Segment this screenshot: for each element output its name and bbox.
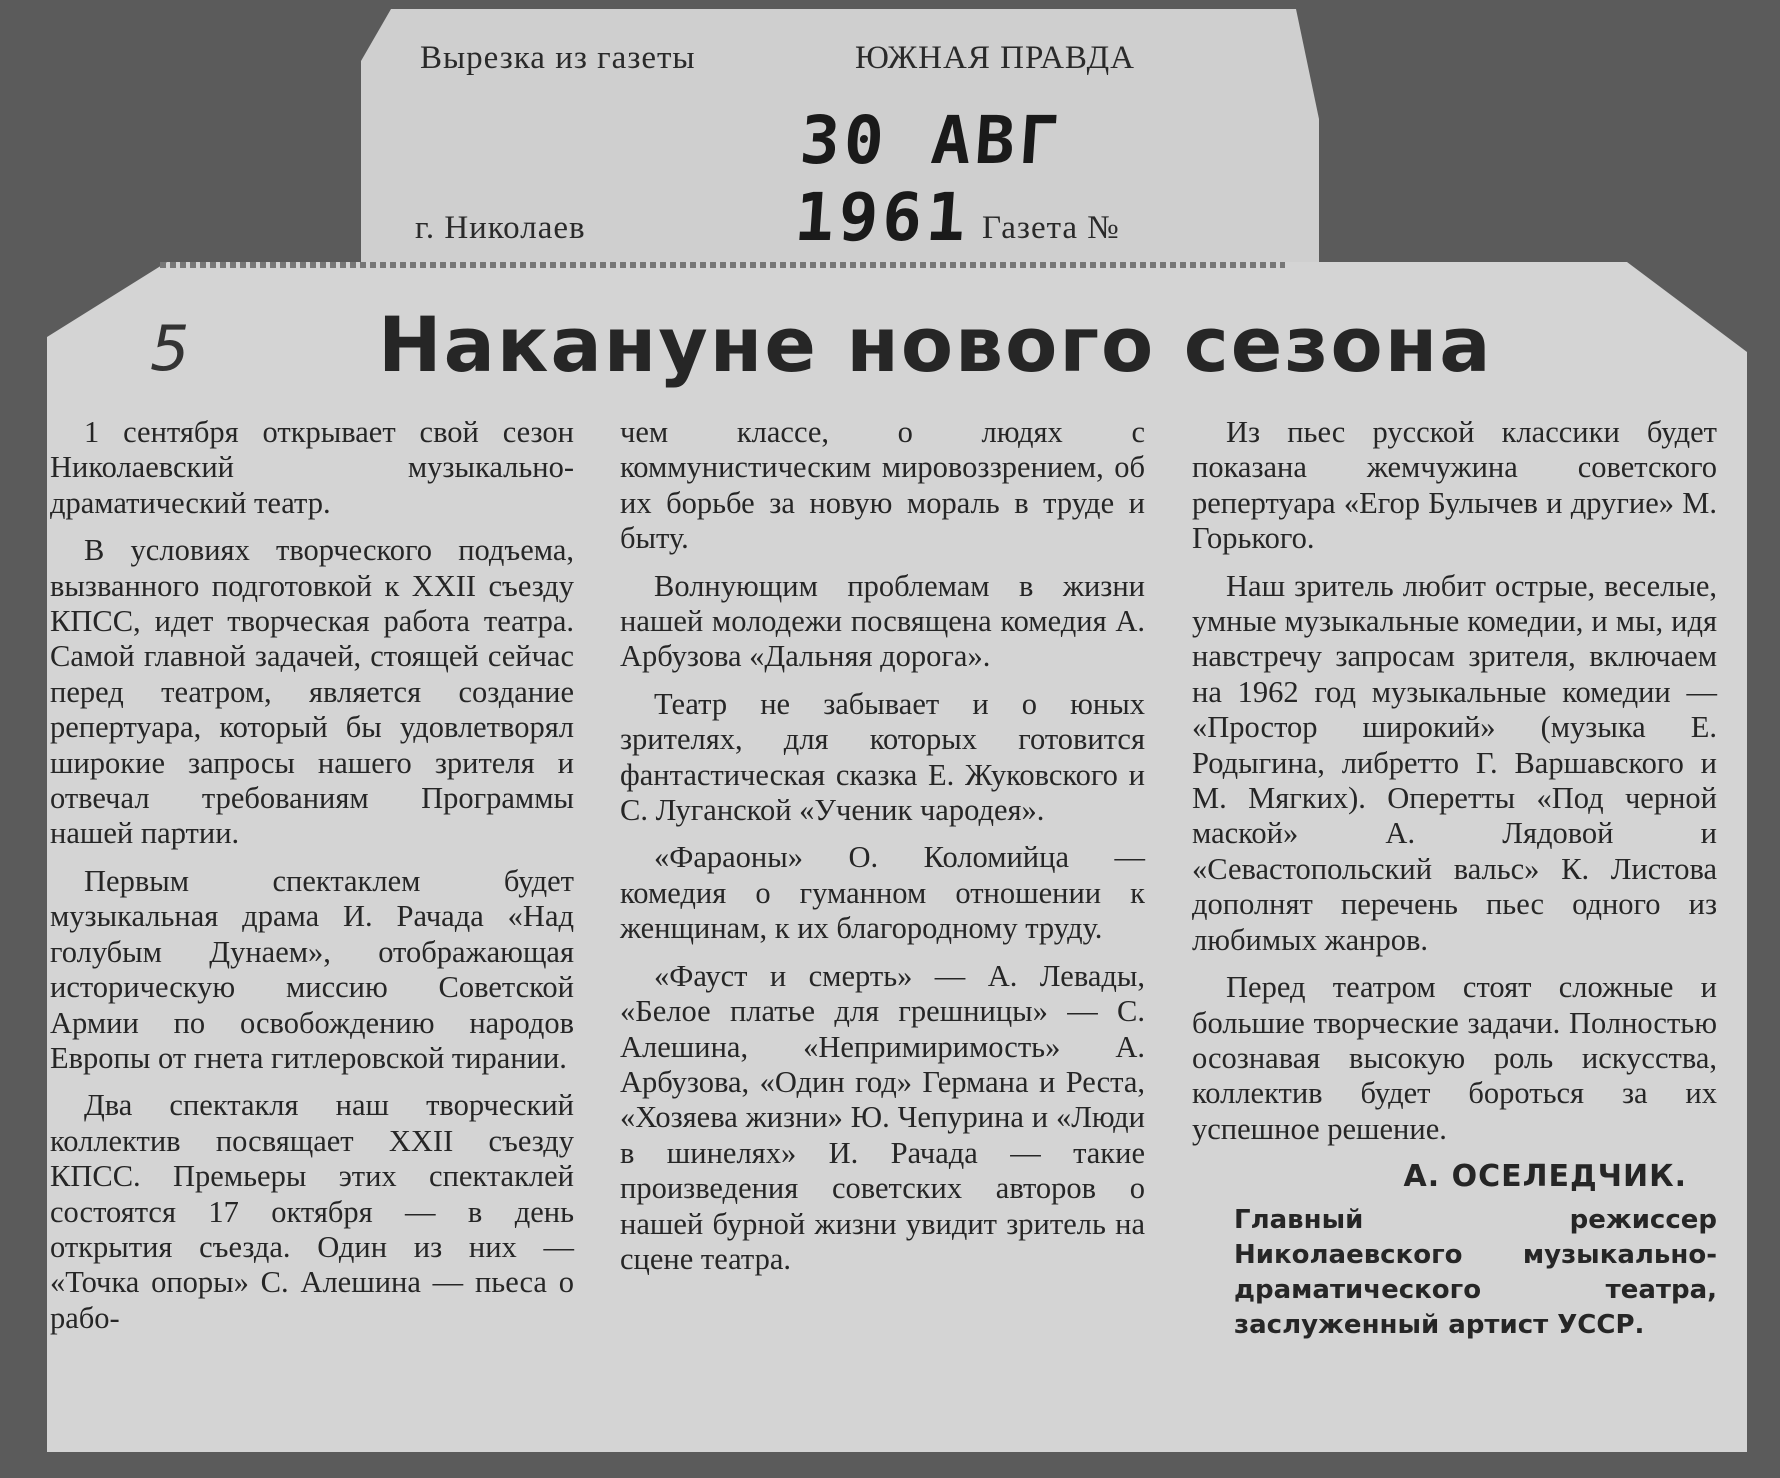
paragraph: Первым спектаклем будет музыкальная драма И. Рачада «Над голубым Дунаем», отображающая историческую миссию Советской Армии по освобождению народов Европы от гнета гитлеровской тирании. [50,863,574,1075]
paragraph: Перед театром стоят сложные и большие творческие задачи. Полностью осознавая высокую роль искусства, коллектив будет бороться за их успешное решение. [1192,970,1717,1146]
clipping-source-label: Вырезка из газеты [420,40,696,76]
paragraph: Из пьес русской классики будет показана жемчужина советского репертуара «Егор Булычев и другие» М. Горького. [1192,415,1717,556]
paragraph: Два спектакля наш творческий коллектив посвящает XXII съезду КПСС. Премьеры этих спектаклей состоятся 17 октября — в день открытия съезда. Один из них — «Точка опоры» С. Алешина — пьеса о рабо- [50,1088,574,1335]
paragraph: «Фараоны» О. Коломийца — комедия о гуманном отношении к женщинам, к их благородному труду. [620,840,1145,946]
paragraph: Театр не забывает и о юных зрителях, для которых готовится фантастическая сказка Е. Жуковского и С. Луганской «Ученик чародея». [620,686,1145,828]
article-column-3 [1192,415,1717,1343]
author-position: Главный режиссер Николаевского музыкально-драматического театра, заслуженный артист УССР. [1234,1204,1717,1340]
date-stamp: 30 АВГ 1961 [792,102,1066,256]
paragraph: Волнующим проблемам в жизни нашей молодежи посвящена комедия А. Арбузова «Дальняя дорога». [620,568,1145,674]
cut-edge-divider [160,262,1285,268]
paragraph: чем классе, о людях с коммунистическим мировоззрением, об их борьбе за новую мораль в труде и быту. [620,415,1145,556]
article-column-1 [50,415,574,1348]
issue-number-label: Газета № [982,210,1120,246]
author-signature: А. ОСЕЛЕДЧИК. [1403,1159,1687,1195]
paragraph: «Фауст и смерть» — А. Левады, «Белое платье для грешницы» — С. Алешина, «Непримиримость» А. Арбузова, «Один год» Германа и Реста, «Хозяева жизни» Ю. Чепурина и «Люди в шинелях» И. Рачада — такие произведения советских авторов о нашей бурной жизни увидит зритель на сцене театра. [620,958,1145,1276]
handwritten-mark: 5 [150,312,190,385]
paragraph: Наш зритель любит острые, веселые, умные музыкальные комедии, и мы, идя навстречу запросам зрителя, включаем на 1962 год музыкальные комедии — «Простор широкий» (музыка Е. Родыгина, либретто Г. Варшавского и М. Мягких). Оперетты «Под черной маской» А. Лядовой и «Севастопольский вальс» К. Листова дополнят перечень пьес одного из любимых жанров. [1192,568,1717,957]
paragraph: В условиях творческого подъема, вызванного подготовкой к XXII съезду КПСС, идет творческая работа театра. Самой главной задачей, стоящей сейчас перед театром, является создание репертуара, который бы удовлетворял широкие запросы нашего зрителя и отвечал требованиям Программы нашей партии. [50,533,574,851]
article-headline: Накануне нового сезона [378,300,1493,389]
newspaper-name: ЮЖНАЯ ПРАВДА [855,40,1135,76]
article-column-2 [620,415,1145,1289]
paragraph: 1 сентября открывает свой сезон Николаевский музыкально-драматический театр. [50,415,574,520]
city-label: г. Николаев [415,210,586,246]
